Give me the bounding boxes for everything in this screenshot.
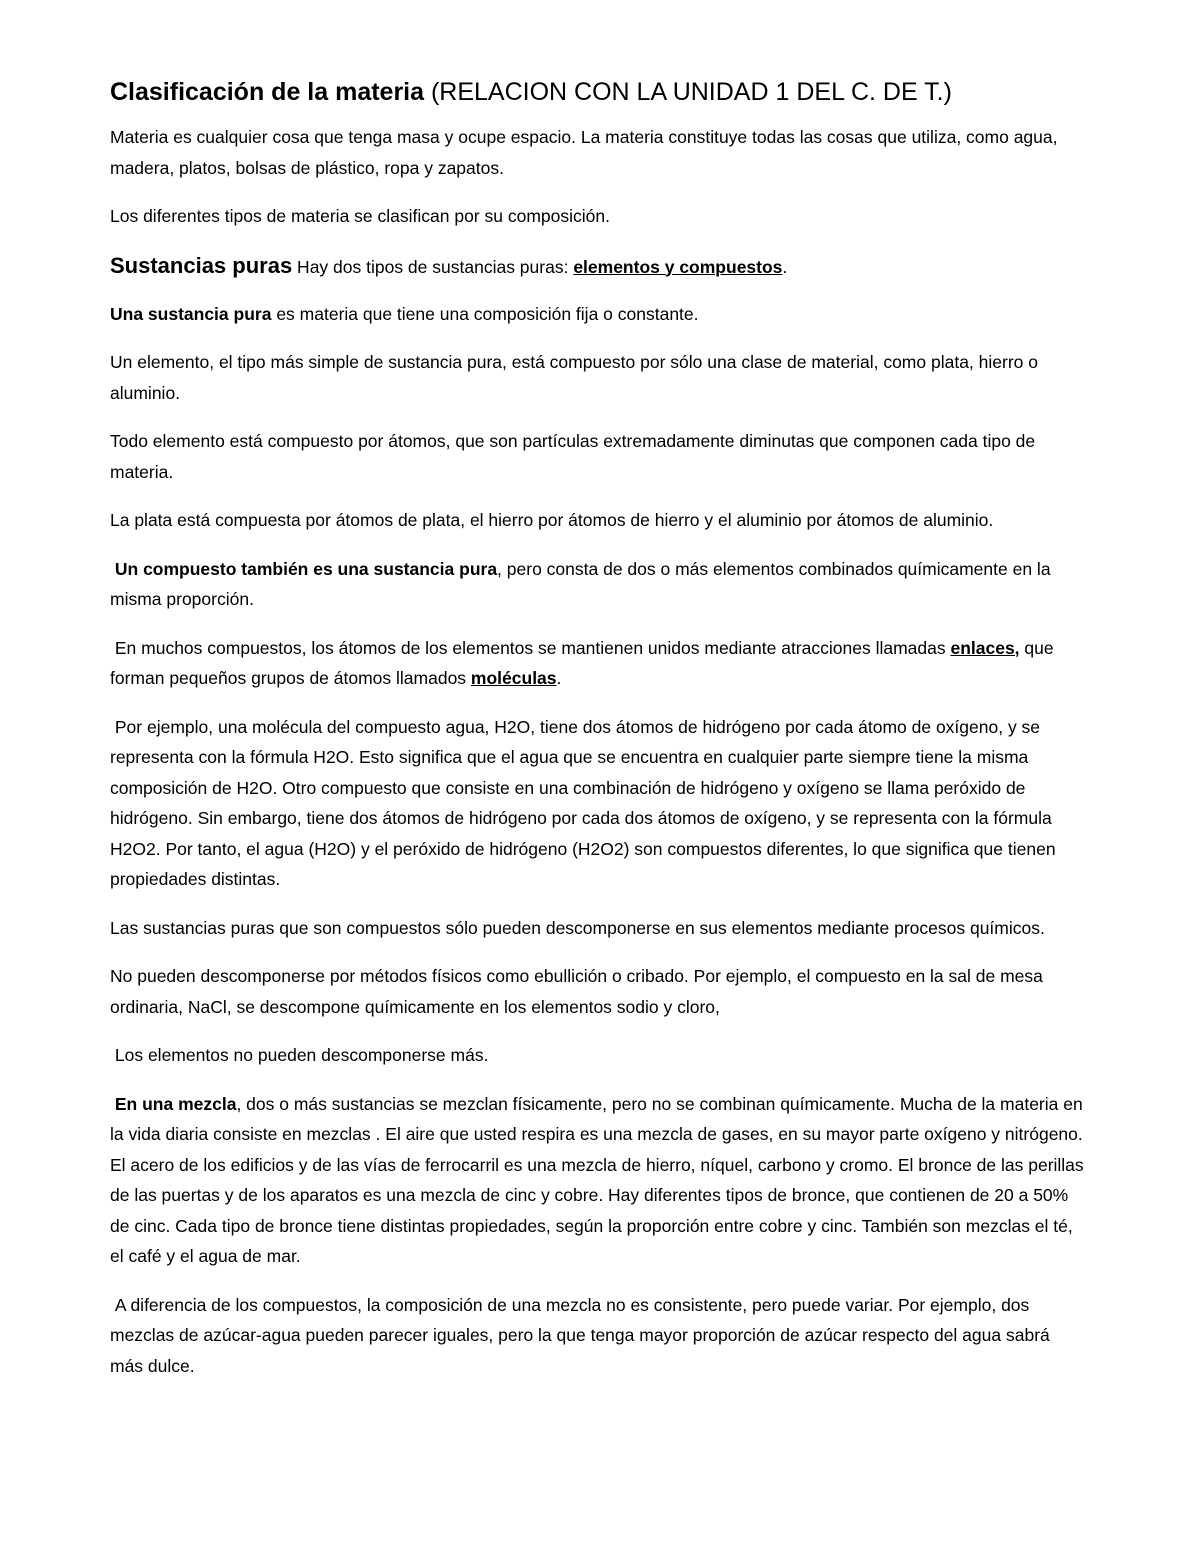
paragraph-enlaces-moleculas (110, 633, 1085, 694)
sustancia-pura-text: es materia que tiene una composición fija o constante. (271, 303, 699, 324)
section-sustancias-puras (110, 250, 1085, 283)
document-body (110, 74, 1085, 1399)
paragraph-classification: Los diferentes tipos de materia se clasifican por su composición. (110, 206, 610, 226)
enlaces-text-1: En muchos compuestos, los átomos de los elementos se mantienen unidos mediante atracciones llamadas (114, 637, 951, 658)
paragraph-diferencia-compuestos (110, 1290, 1085, 1382)
enlaces-text-2: que forman pequeños grupos de átomos llamados (110, 637, 1054, 688)
paragraph-descomposicion-quimica: Las sustancias puras que son compuestos sólo pueden descomponerse en sus elementos mediante procesos químicos. (110, 917, 1045, 938)
mezcla-text: , dos o más sustancias se mezclan físicamente, pero no se combinan químicamente. Mucha de la materia en la vida diaria consiste en mezclas . El aire que usted respira es una mezcla de gases, en su mayor parte oxígeno y nitrógeno. El acero de los edificios y de las vías de ferrocarril es una mezcla de hierro, níquel, carbono y cromo. El bronce de las perillas de las puertas y de los aparatos es una mezcla de cinc y cobre. Hay diferentes tipos de bronce, que contienen de 20 a 50% de cinc. Cada tipo de bronce tiene distintas propiedades, según la proporción entre cobre y cinc. También son mezclas el té, el café y el agua de mar. (110, 1093, 1084, 1266)
paragraph-plata-hierro: La plata está compuesta por átomos de plata, el hierro por átomos de hierro y el aluminio por átomos de aluminio. (110, 510, 994, 530)
paragraph-mezcla (110, 1089, 1085, 1272)
elementos-compuestos-term: elementos y compuestos (573, 256, 783, 277)
document-title (110, 74, 1085, 110)
compuesto-text: , pero consta de dos o más elementos combinados químicamente en la misma proporción. (110, 558, 1051, 609)
mezcla-term: En una mezcla (114, 1093, 237, 1114)
paragraph-sustancia-pura (110, 299, 1085, 330)
section-intro-end: . (782, 256, 788, 277)
paragraph-metodos-fisicos: No pueden descomponerse por métodos físicos como ebullición o cribado. Por ejemplo, el compuesto en la sal de mesa ordinaria, NaCl, se descompone químicamente en los elementos sodio y cloro, (110, 966, 1043, 1017)
paragraph-compuesto (110, 554, 1085, 615)
moleculas-term: moléculas (470, 668, 557, 688)
paragraph-elemento: Un elemento, el tipo más simple de sustancia pura, está compuesto por sólo una clase de material, como plata, hierro o aluminio. (110, 352, 1038, 403)
section-intro-text: Hay dos tipos de sustancias puras: (292, 256, 574, 277)
paragraph-elementos-indivisibles (110, 1040, 1085, 1071)
paragraph-materia-definition: Materia es cualquier cosa que tenga masa y ocupe espacio. La materia constituye todas las cosas que utiliza, como agua, madera, platos, bolsas de plástico, ropa y zapatos. (110, 127, 1058, 178)
title-suffix: (RELACION CON LA UNIDAD 1 DEL C. DE T.) (424, 78, 952, 106)
paragraph-ejemplo-agua (110, 712, 1085, 895)
enlaces-term: enlaces, (950, 637, 1020, 658)
section-heading: Sustancias puras (110, 252, 293, 278)
paragraph-atomos: Todo elemento está compuesto por átomos, que son partículas extremadamente diminutas que componen cada tipo de materia. (110, 431, 1036, 482)
elementos-indivisibles-text: Los elementos no pueden descomponerse más. (114, 1045, 489, 1065)
sustancia-pura-term: Una sustancia pura (110, 303, 272, 324)
title-main: Clasificación de la materia (110, 78, 425, 106)
diferencia-compuestos-text: A diferencia de los compuestos, la composición de una mezcla no es consistente, pero puede variar. Por ejemplo, dos mezclas de azúcar-agua pueden parecer iguales, pero la que tenga mayor proporción de azúcar respecto del agua sabrá más dulce. (110, 1294, 1050, 1376)
enlaces-end: . (556, 668, 562, 688)
compuesto-term: Un compuesto también es una sustancia pura (114, 558, 498, 579)
ejemplo-agua-text: Por ejemplo, una molécula del compuesto agua, H2O, tiene dos átomos de hidrógeno por cada átomo de oxígeno, y se representa con la fórmula H2O. Esto significa que el agua que se encuentra en cualquier parte siempre tiene la misma composición de H2O. Otro compuesto que consiste en una combinación de hidrógeno y oxígeno se llama peróxido de hidrógeno. Sin embargo, tiene dos átomos de hidrógeno por cada dos átomos de oxígeno, y se representa con la fórmula H2O2. Por tanto, el agua (H2O) y el peróxido de hidrógeno (H2O2) son compuestos diferentes, lo que significa que tienen propiedades distintas. (110, 716, 1056, 889)
